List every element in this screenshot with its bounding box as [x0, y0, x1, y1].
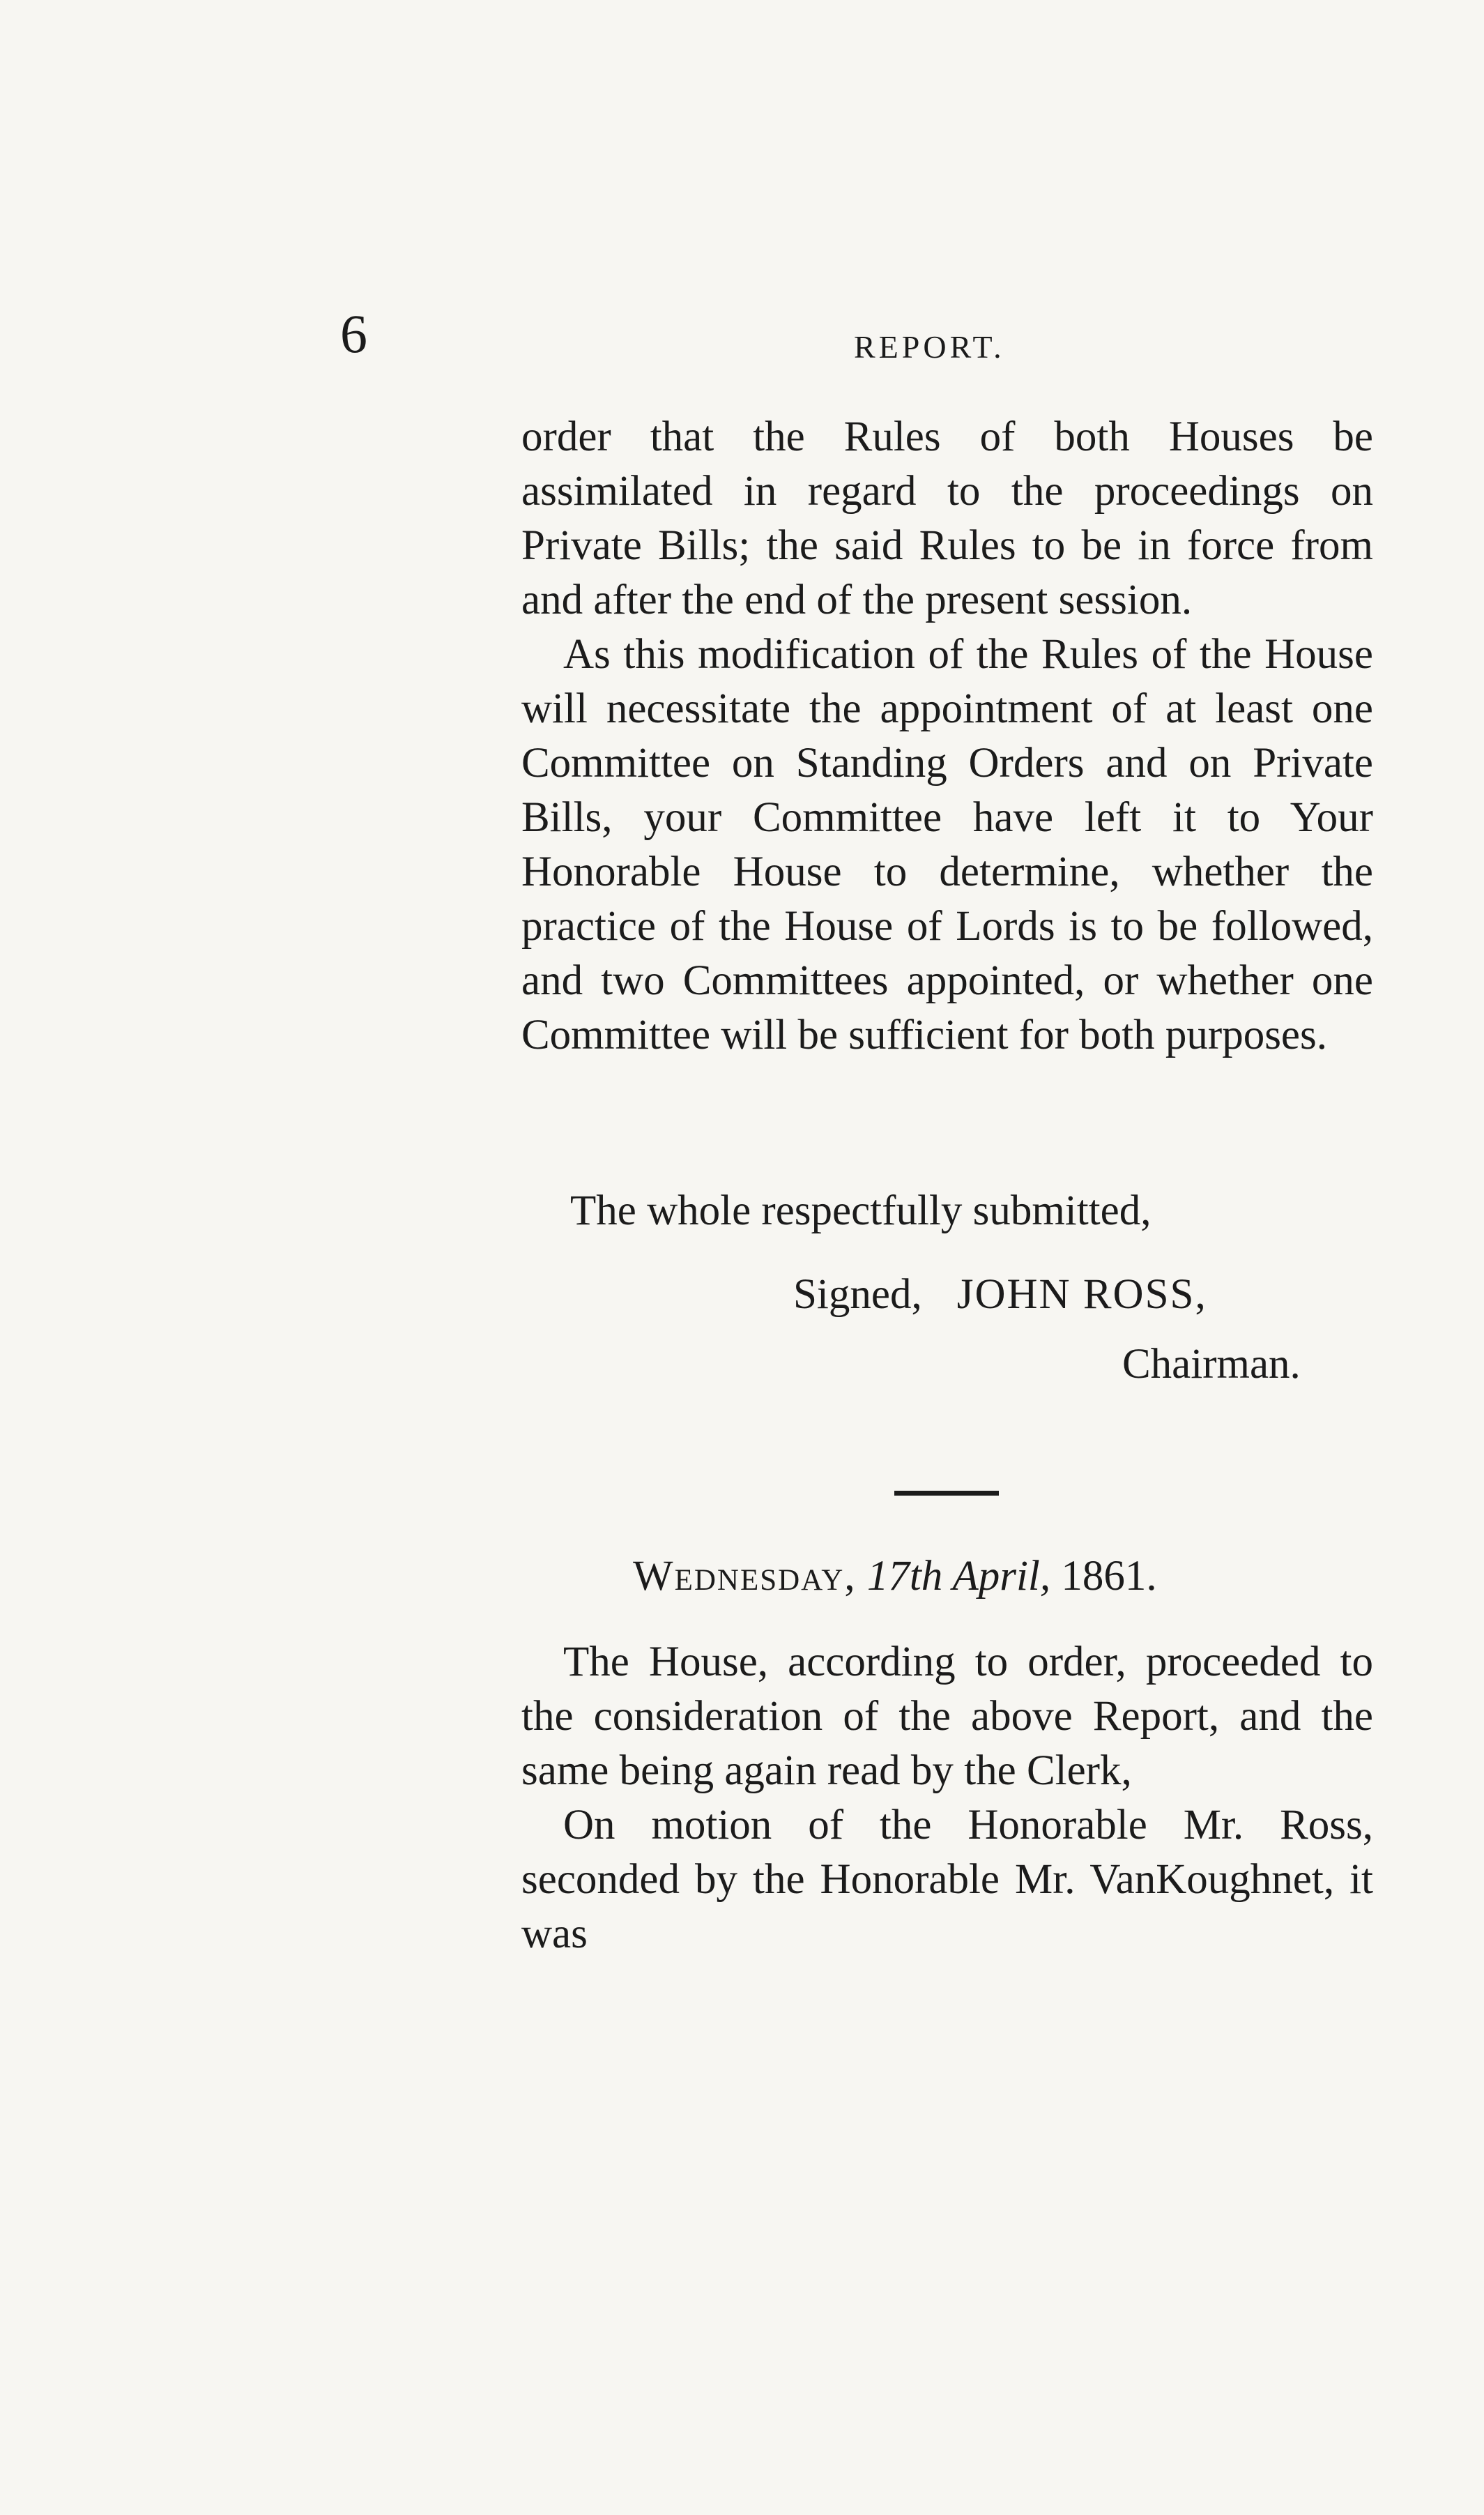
date-weekday: Wednesday, [633, 1553, 857, 1600]
report-text-block [521, 410, 1373, 1063]
paragraph-modification: As this modification of the Rules of the House will necessitate the appointment of at least one Committee on Standing Orders and on Private Bills, your Committee have left it to Your Honorable House to determine, whether the practice of the House of Lords is to be followed, and two Committees appointed, or whether one Committee will be sufficient for both purposes. [521, 631, 1373, 1058]
page-number: 6 [340, 303, 367, 364]
signatory-name: JOHN ROSS, [956, 1271, 1207, 1318]
signature-line [793, 1268, 1207, 1322]
proceedings-text-block [521, 1635, 1373, 1961]
paragraph-motion: On motion of the Honorable Mr. Ross, seconded by the Honorable Mr. VanKoughnet, it was [521, 1802, 1373, 1957]
date-day-month: 17th April, [866, 1553, 1051, 1600]
date-year: 1861. [1061, 1553, 1157, 1600]
signed-label: Signed, [793, 1271, 922, 1318]
paragraph-consideration: The House, according to order, proceeded to the consideration of the above Report, and the same being again read by the Clerk, [521, 1639, 1373, 1794]
closing-line: The whole respectfully submitted, [570, 1187, 1152, 1234]
date-line [633, 1549, 1157, 1604]
signatory-title: Chairman. [1122, 1341, 1301, 1388]
running-head: REPORT. [854, 329, 1005, 365]
paragraph-continued: order that the Rules of both Houses be assimilated in regard to the proceedings on Private Bills; the said Rules to be in force from and after the end of the present session. [521, 413, 1373, 623]
section-divider [894, 1491, 999, 1496]
